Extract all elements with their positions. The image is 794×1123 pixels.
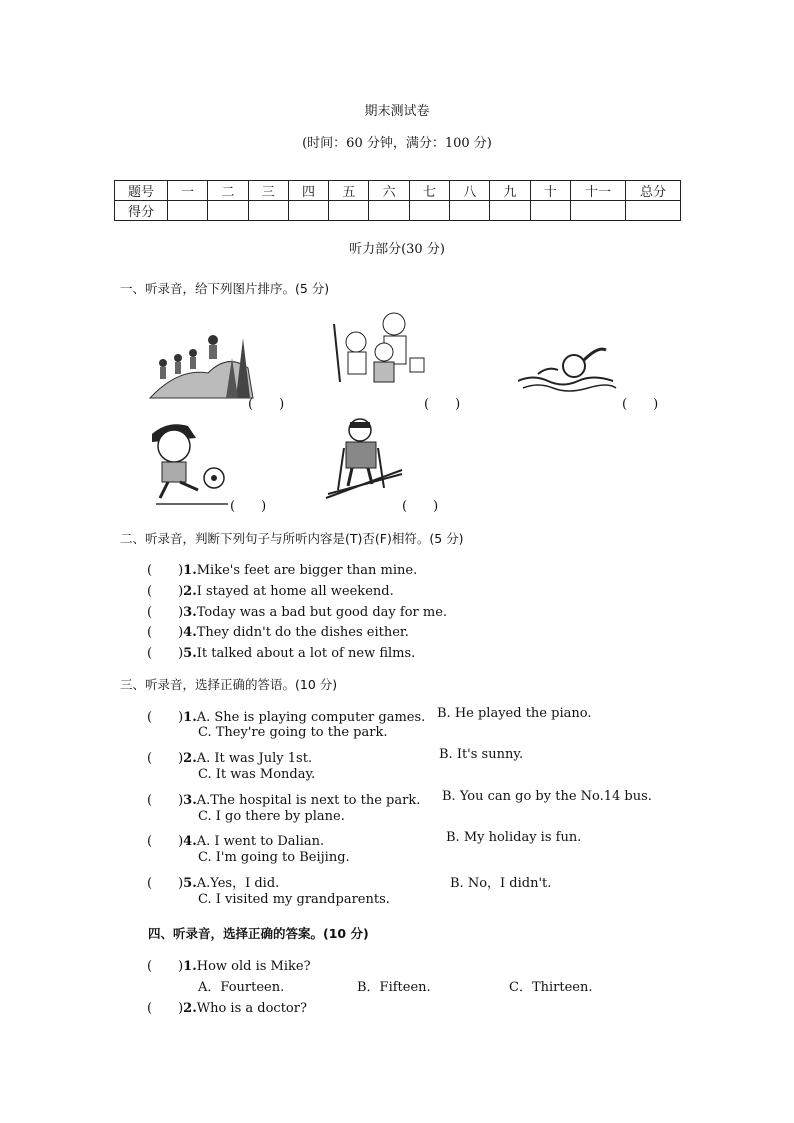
score-cell[interactable] bbox=[208, 201, 248, 221]
col-2: 二 bbox=[208, 181, 248, 201]
option-a: A．Fourteen. bbox=[198, 980, 285, 995]
hiking-picture bbox=[148, 328, 258, 400]
col-3: 三 bbox=[248, 181, 288, 201]
item-number: 2. bbox=[183, 1001, 197, 1016]
option-a: A.The hospital is next to the park. bbox=[196, 793, 421, 808]
question-row bbox=[147, 997, 307, 1016]
score-table bbox=[114, 180, 681, 221]
item-text: Today was a bad but good day for me. bbox=[196, 605, 448, 620]
picture-4-answer-blank[interactable]: ( ) bbox=[230, 499, 267, 514]
col-5: 五 bbox=[329, 181, 369, 201]
list-item bbox=[147, 580, 394, 599]
option-c: C. They're going to the park. bbox=[198, 725, 388, 740]
picture-2-answer-blank[interactable]: ( ) bbox=[424, 397, 461, 412]
col-1: 一 bbox=[168, 181, 208, 201]
question-text: Who is a doctor? bbox=[196, 1001, 307, 1016]
question-text: How old is Mike? bbox=[196, 959, 311, 974]
col-total: 总分 bbox=[626, 181, 681, 201]
col-7: 七 bbox=[409, 181, 449, 201]
question-row bbox=[147, 830, 324, 849]
section-4-heading: 四、听录音，选择正确的答案。(10 分) bbox=[148, 926, 369, 941]
answer-blank[interactable]: ( ) bbox=[147, 834, 184, 849]
option-a: A. She is playing computer games. bbox=[196, 710, 426, 725]
score-cell[interactable] bbox=[288, 201, 328, 221]
score-cell[interactable] bbox=[409, 201, 449, 221]
question-row bbox=[147, 706, 425, 725]
item-number: 3. bbox=[183, 793, 197, 808]
option-a: A.Yes，I did. bbox=[196, 876, 280, 891]
list-item bbox=[147, 621, 409, 640]
option-b: B．Fifteen. bbox=[357, 980, 431, 995]
item-number: 1. bbox=[183, 563, 197, 578]
option-b: B. It's sunny. bbox=[439, 747, 524, 762]
option-c: C. I visited my grandparents. bbox=[198, 892, 390, 907]
item-number: 1. bbox=[183, 959, 197, 974]
section-3-heading: 三、听录音，选择正确的答语。(10 分) bbox=[120, 677, 338, 692]
col-11: 十一 bbox=[571, 181, 626, 201]
option-a: A. It was July 1st. bbox=[196, 751, 313, 766]
item-text: I stayed at home all weekend. bbox=[196, 584, 394, 599]
score-cell[interactable] bbox=[450, 201, 490, 221]
option-c: C．Thirteen. bbox=[509, 980, 593, 995]
col-9: 九 bbox=[490, 181, 530, 201]
family-fishing-picture bbox=[326, 312, 426, 396]
answer-blank[interactable]: ( ) bbox=[147, 751, 184, 766]
option-b: B. He played the piano. bbox=[437, 706, 592, 721]
picture-3-answer-blank[interactable]: ( ) bbox=[622, 397, 659, 412]
option-c: C. I go there by plane. bbox=[198, 809, 345, 824]
answer-blank[interactable]: ( ) bbox=[147, 1001, 184, 1016]
item-number: 4. bbox=[183, 834, 197, 849]
swimming-picture bbox=[518, 336, 618, 396]
score-cell[interactable] bbox=[571, 201, 626, 221]
answer-blank[interactable]: ( ) bbox=[147, 646, 184, 661]
score-cell[interactable] bbox=[530, 201, 570, 221]
option-c: C. I'm going to Beijing. bbox=[198, 850, 350, 865]
answer-blank[interactable]: ( ) bbox=[147, 563, 184, 578]
item-number: 5. bbox=[183, 646, 197, 661]
listening-part-title: 听力部分(30 分) bbox=[349, 242, 445, 257]
skiing-picture bbox=[324, 414, 404, 502]
score-cell[interactable] bbox=[369, 201, 409, 221]
picture-1-answer-blank[interactable]: ( ) bbox=[248, 397, 285, 412]
football-picture bbox=[148, 420, 232, 506]
question-row bbox=[147, 872, 279, 891]
option-b: B. My holiday is fun. bbox=[446, 830, 582, 845]
section-1-heading: 一、听录音，给下列图片排序。(5 分) bbox=[120, 281, 330, 296]
option-c: C. It was Monday. bbox=[198, 767, 316, 782]
item-number: 2. bbox=[183, 751, 197, 766]
item-number: 1. bbox=[183, 710, 197, 725]
item-number: 3. bbox=[183, 605, 197, 620]
list-item bbox=[147, 601, 447, 620]
exam-info: (时间：60 分钟，满分：100 分) bbox=[302, 136, 492, 151]
question-row bbox=[147, 747, 312, 766]
item-text: They didn't do the dishes either. bbox=[196, 625, 409, 640]
score-table-score-row bbox=[115, 201, 681, 221]
answer-blank[interactable]: ( ) bbox=[147, 605, 184, 620]
answer-blank[interactable]: ( ) bbox=[147, 710, 184, 725]
question-row bbox=[147, 955, 311, 974]
question-row bbox=[147, 789, 420, 808]
page-title: 期末测试卷 bbox=[364, 104, 430, 119]
answer-blank[interactable]: ( ) bbox=[147, 793, 184, 808]
col-10: 十 bbox=[530, 181, 570, 201]
col-4: 四 bbox=[288, 181, 328, 201]
item-number: 2. bbox=[183, 584, 197, 599]
score-cell[interactable] bbox=[626, 201, 681, 221]
score-table-header-row bbox=[115, 181, 681, 201]
option-b: B. No，I didn't. bbox=[450, 876, 552, 891]
item-text: It talked about a lot of new films. bbox=[196, 646, 416, 661]
col-6: 六 bbox=[369, 181, 409, 201]
item-number: 4. bbox=[183, 625, 197, 640]
score-cell[interactable] bbox=[490, 201, 530, 221]
answer-blank[interactable]: ( ) bbox=[147, 625, 184, 640]
score-cell[interactable] bbox=[329, 201, 369, 221]
score-cell[interactable] bbox=[248, 201, 288, 221]
score-cell[interactable] bbox=[168, 201, 208, 221]
item-text: Mike's feet are bigger than mine. bbox=[196, 563, 418, 578]
answer-blank[interactable]: ( ) bbox=[147, 876, 184, 891]
picture-5-answer-blank[interactable]: ( ) bbox=[402, 499, 439, 514]
col-8: 八 bbox=[450, 181, 490, 201]
header-label: 题号 bbox=[115, 181, 168, 201]
list-item bbox=[147, 642, 415, 661]
score-label: 得分 bbox=[115, 201, 168, 221]
option-a: A. I went to Dalian. bbox=[196, 834, 325, 849]
list-item bbox=[147, 559, 417, 578]
item-number: 5. bbox=[183, 876, 197, 891]
option-b: B. You can go by the No.14 bus. bbox=[442, 789, 652, 804]
answer-blank[interactable]: ( ) bbox=[147, 959, 184, 974]
section-2-heading: 二、听录音，判断下列句子与所听内容是(T)否(F)相符。(5 分) bbox=[120, 531, 464, 546]
answer-blank[interactable]: ( ) bbox=[147, 584, 184, 599]
